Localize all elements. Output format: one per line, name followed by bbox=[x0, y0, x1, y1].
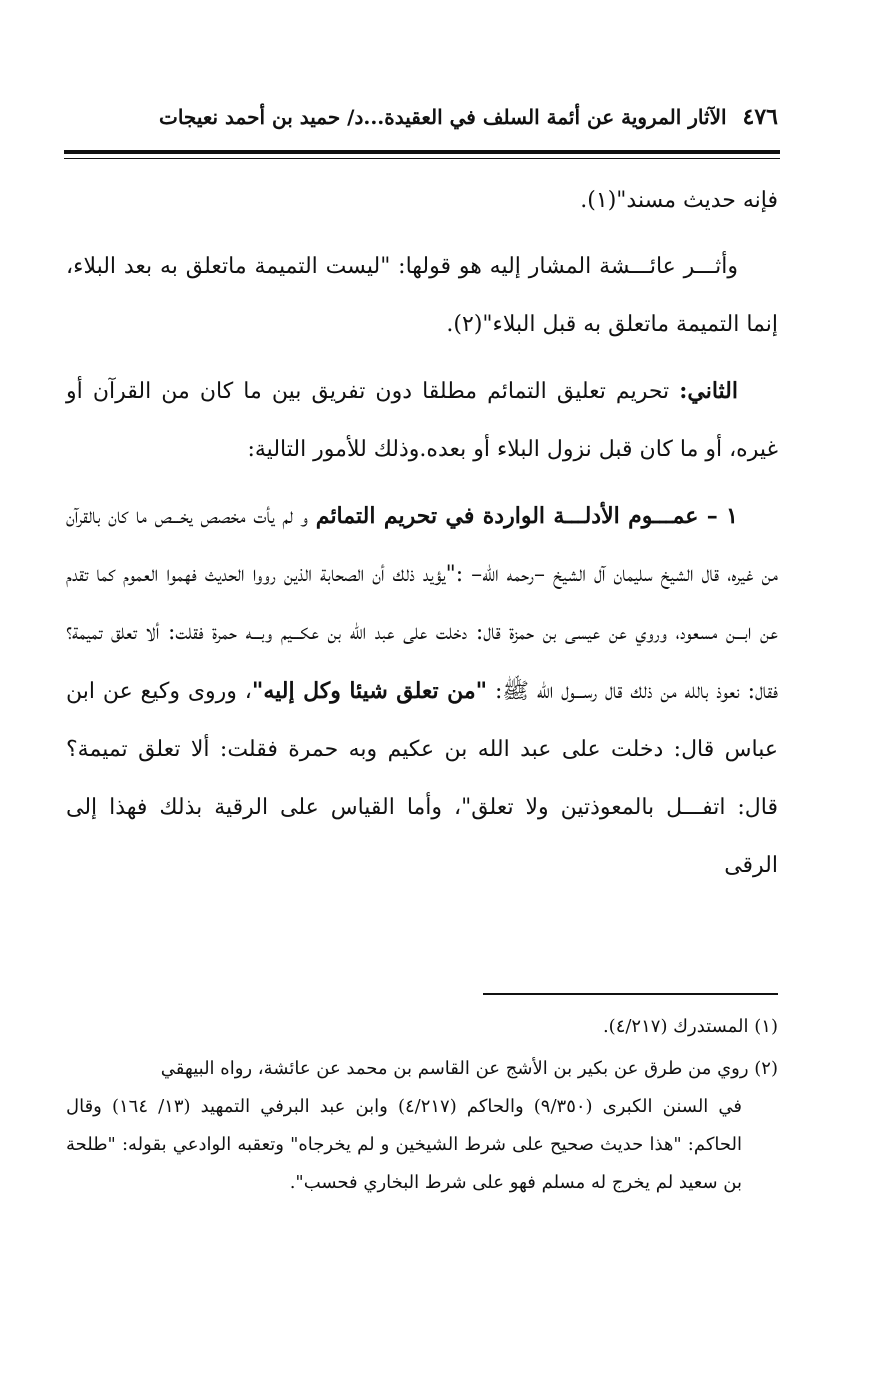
header-rule-thin bbox=[64, 158, 780, 159]
paragraph-1: فإنه حديث مسند"(١). bbox=[580, 188, 778, 213]
paragraph-2: وأثـــر عائـــشة المشار إليه هو قولها: "ليست التميمة ماتعلق به بعد البلاء، إنما التميمة ماتعلق به قبل البلاء"(٢). bbox=[66, 254, 778, 337]
footnote-2 bbox=[66, 1050, 778, 1202]
point-heading: ١ – عمـــوم الأدلـــة الواردة في تحريم التمائم bbox=[315, 503, 738, 529]
main-text bbox=[66, 172, 778, 903]
section-label: الثاني: bbox=[679, 378, 738, 404]
paragraph-3-text: تحريم تعليق التمائم مطلقا دون تفريق بين ما كان من القرآن أو غيره، أو ما كان قبل نزول البلاء أو بعده.وذلك للأمور التالية: bbox=[66, 379, 778, 462]
hadith-quote: "من تعلق شيئا وكل إليه" bbox=[251, 678, 488, 704]
paragraph-4-rest: ، وروى وكيع عن ابن عباس قال: دخلت على عبد الله بن عكيم وبه حمرة فقلت: ألا تعلق تميمة؟ قال: اتفـــل بالمعوذتين ولا تعلق"، وأما القياس على الرقية بذلك فهذا إلى الرقى bbox=[66, 679, 779, 878]
page-header bbox=[138, 104, 778, 144]
paragraph-4 bbox=[66, 487, 778, 895]
running-title: الآثار المروية عن أئمة السلف في العقيدة...د/ حميد بن أحمد نعيجات bbox=[158, 105, 727, 129]
footnote-2-first-line: (٢) روي من طرق عن بكير بن الأشج عن القاسم بن محمد عن عائشة، رواه البيهقي bbox=[160, 1058, 778, 1079]
footnote-separator bbox=[483, 993, 778, 995]
footnote-2-continuation: في السنن الكبرى (٩/٣٥٠) والحاكم (٤/٢١٧) وابن عبد البرفي التمهيد (١٣/ ١٦٤) وقال الحاكم: "هذا حديث صحيح على شرط الشيخين و لم يخرجاه" وتعقبه الوادعي بقوله: "طلحة بن سعيد لم يخرج له مسلم فهو على شرط البخاري فحسب". bbox=[66, 1096, 742, 1193]
paragraph-3 bbox=[66, 362, 778, 479]
footnote-1: (١) المستدرك (٤/٢١٧). bbox=[602, 1016, 778, 1037]
header-rule-thick bbox=[64, 150, 780, 154]
paragraph-4-text: و لم يأت مخصص يخـــص ما كان بالقرآن من غيره، قال الشيخ سليمان آل الشيخ –رحمه الله– :"يؤيد ذلك أن الصحابة الذين رووا الحديث فهموا العموم كما تقدم عن ابـــن مسعود، وروي عن عيسى بن حمزة قال: دخلت على عبد الله بن عكـــيم وبـــه حمرة فقلت: ألا تعلق تميمة؟ فقال: نعوذ بالله من ذلك قال رســـول الله ﷺ: bbox=[66, 504, 779, 704]
footnotes bbox=[66, 1008, 778, 1206]
page-number: ٤٧٦ bbox=[742, 104, 778, 130]
